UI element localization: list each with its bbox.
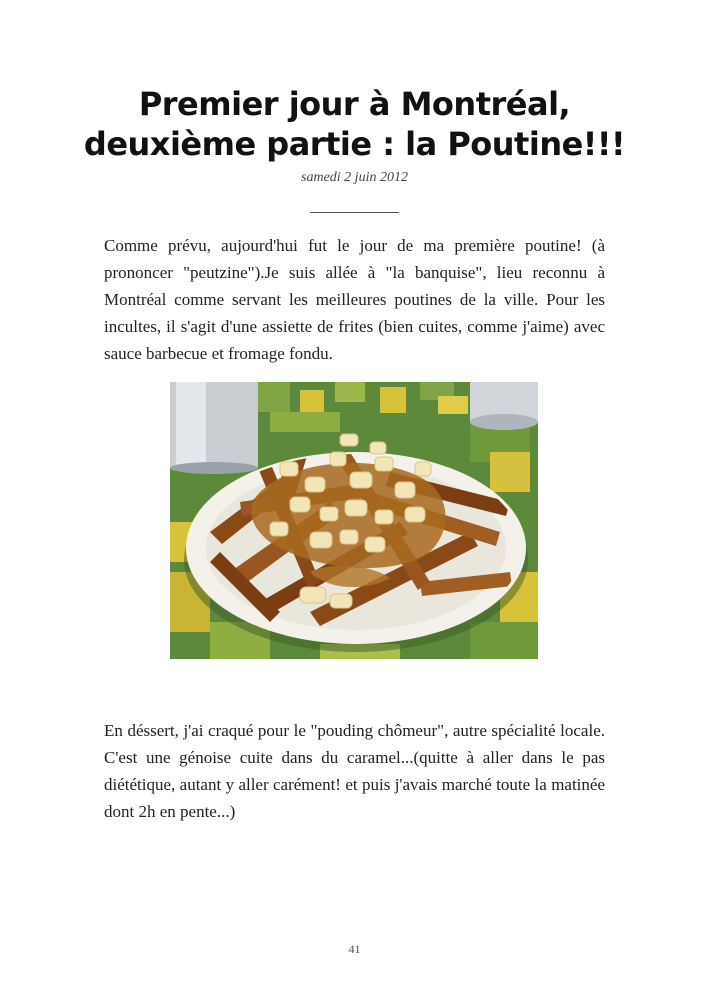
title-line-2: deuxième partie : la Poutine!!! (83, 125, 626, 163)
paragraph-2: En déssert, j'ai craqué pour le "pouding chômeur", autre spécialité locale. C'est une génoise cuite dans du caramel...(quitte à aller dans le pas diététique, autant y aller carément! et puis j'avais marché toute la matinée dont 2h en pente...) (104, 721, 605, 821)
paragraph-1: Comme prévu, aujourd'hui fut le jour de ma première poutine! (à prononcer "peutzine").Je suis allée à "la banquise", lieu reconnu à Montréal comme servant les meilleures poutines de la ville. Pour les incultes, il s'agit d'une assiette de frites (bien cuites, comme j'aime) avec sauce barbecue et fromage fondu. (104, 236, 605, 363)
page-number: 41 (348, 942, 361, 956)
glass-left (170, 382, 258, 474)
separator-line: ___________ (310, 198, 399, 215)
post-date: samedi 2 juin 2012 (301, 170, 408, 185)
page-title (60, 84, 649, 164)
title-line-1: Premier jour à Montréal, (138, 85, 571, 123)
glass-right (470, 382, 538, 430)
poutine-photo (170, 382, 538, 659)
